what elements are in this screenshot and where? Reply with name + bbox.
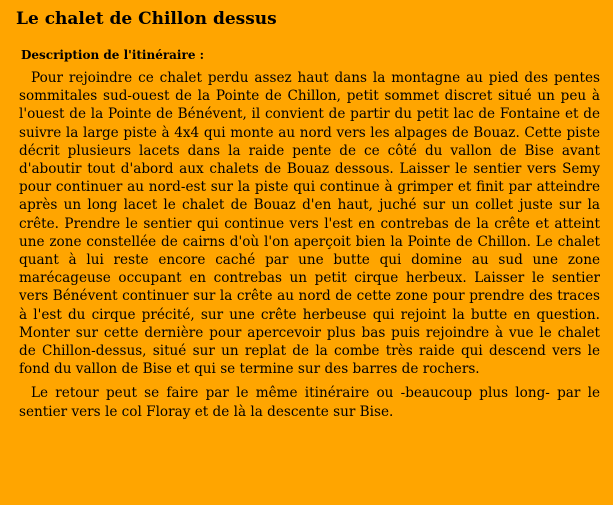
page-title: Le chalet de Chillon dessus xyxy=(16,9,277,29)
description-label: Description de l'itinéraire : xyxy=(21,48,205,62)
route-paragraph: Pour rejoindre ce chalet perdu assez haut dans la montagne au pied des pentes sommitales sud-ouest de la Pointe de Chillon, petit sommet discret situé un peu à l'ouest de la Pointe de Bénévent, il convient de partir du petit lac de Fontaine et de suivre la large piste à 4x4 qui monte au nord vers les alpages de Bouaz. Cette piste décrit plusieurs lacets dans la raide pente de ce côté du vallon de Bise avant d'aboutir tout d'abord aux chalets de Bouaz dessous. Laisser le sentier vers Semy pour continuer au nord-est sur la piste qui continue à grimper et finit par atteindre après un long lacet le chalet de Bouaz d'en haut, juché sur un collet juste sur la crête. Prendre le sentier qui continue vers l'est en contrebas de la crête et atteint une zone constellée de cairns d'où l'on aperçoit bien la Pointe de Chillon. Le chalet quant à lui reste encore caché par une butte qui domine au sud une zone marécageuse occupant en contrebas un petit cirque herbeux. Laisser le sentier vers Bénévent continuer sur la crête au nord de cette zone pour prendre des traces à l'est du cirque précité, sur une crête herbeuse qui rejoint la butte en question. Monter sur cette dernière pour apercevoir plus bas puis rejoindre à vue le chalet de Chillon-dessus, situé sur un replat de la combe très raide qui descend vers le fond du vallon de Bise et qui se termine sur des barres de rochers. xyxy=(19,70,600,378)
return-paragraph: Le retour peut se faire par le même itinéraire ou -beaucoup plus long- par le sentier vers le col Floray et de là la descente sur Bise. xyxy=(19,385,600,420)
